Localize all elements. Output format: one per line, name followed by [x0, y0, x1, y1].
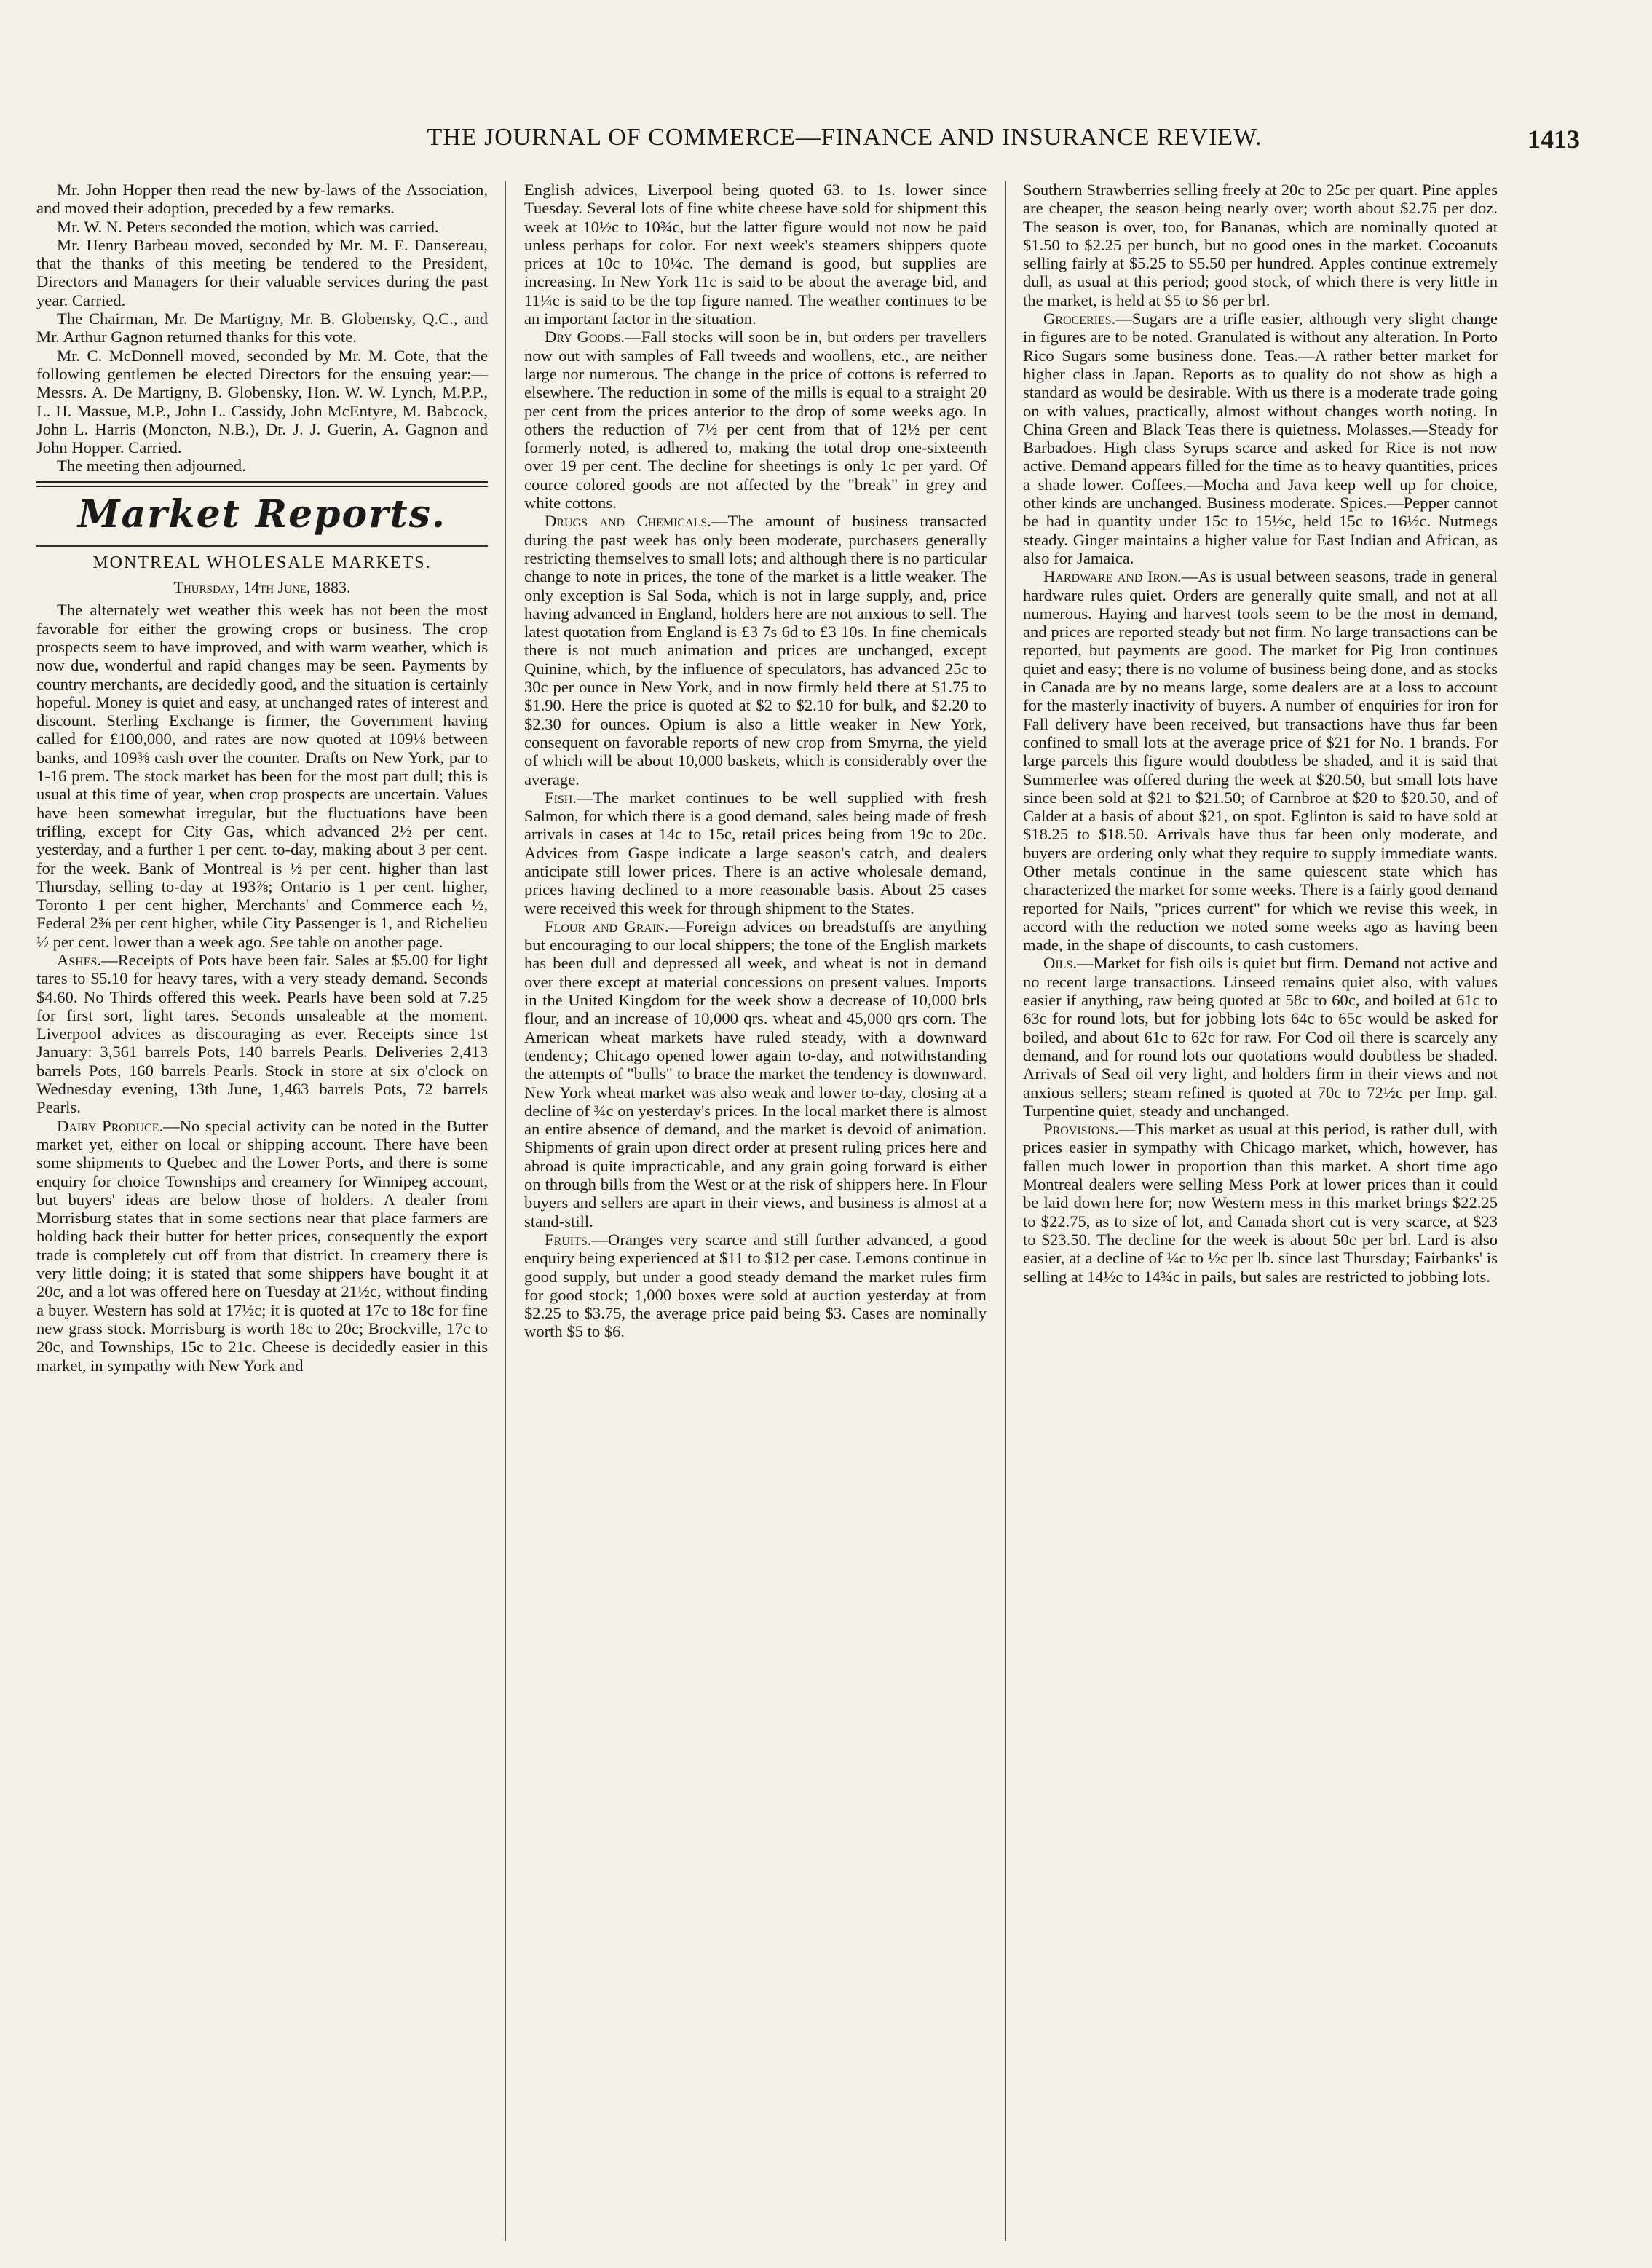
paragraph-head: Provisions. — [1043, 1120, 1119, 1139]
paragraph: Mr. C. McDonnell moved, seconded by Mr. M. Cote, that the following gentlemen be elected Directors for the ensuing year:—Messrs. A. De Martigny, B. Globensky, Hon. W. W. Lynch, M.P.P., L. H. Massue, M.P., John L. Cassidy, John McEntyre, M. Babcock, John L. Harris (Moncton, N.B.), Dr. J. J. Guerin, A. Gagnon and John Hopper. Carried. — [36, 346, 488, 457]
paragraph — [524, 328, 987, 512]
paragraph: Mr. Henry Barbeau moved, seconded by Mr. M. E. Dansereau, that the thanks of this meeting be tendered to the President, Directors and Managers for their valuable services during the past year. Carried. — [36, 235, 488, 309]
paragraph-head: Hardware and Iron. — [1043, 567, 1182, 586]
paragraph: The meeting then adjourned. — [57, 457, 246, 475]
paragraph — [36, 1117, 488, 1375]
paragraph — [36, 951, 488, 1117]
paragraph: Mr. W. N. Peters seconded the motion, which was carried. — [57, 217, 439, 236]
paragraph-body: —The amount of business transacted during the past week has only been moderate, purchasers generally restricting themselves to small lots; and although there is no particular change to note in prices, the tone of the market is a little weaker. The only exception is Sal Soda, which is not in large supply, and, price having advanced in England, holders here are not anxious to sell. The latest quotation from England is £3 7s 6d to £3 10s. In fine chemicals there is not much animation and prices are unchanged, except Quinine, which, by the influence of speculators, has advanced 25c to 30c per ounce in New York, and in now firmly held there at $1.75 to $1.90. Here the price is quoted at $2 to $2.10 for bulk, and $2.20 to $2.30 for ounces. Opium is also a little weaker in New York, consequent on favorable reports of new crop from Smyrna, the yield of which will be about 10,000 baskets, which is considerably over the average. — [524, 512, 987, 789]
section-heading: Market Reports. — [77, 491, 447, 537]
paragraph — [524, 1230, 987, 1341]
column-1 — [36, 181, 488, 2241]
paragraph — [524, 917, 987, 1230]
paragraph-body: —The market continues to be well supplied with fresh Salmon, for which there is a good demand, sales being made of fresh arrivals in cases at 14c to 15c, retail prices being from 19c to 20c. Advices from Gaspe indicate a large season's catch, and dealers anticipate still lower prices. There is an active wholesale demand, prices having declined to a more reasonable basis. About 25 cases were received this week for through shipment to the States. — [524, 788, 987, 917]
column-rule-right — [1005, 181, 1006, 2241]
paragraph — [1023, 309, 1498, 567]
paragraph: English advices, Liverpool being quoted 63. to 1s. lower since Tuesday. Several lots of fine white cheese have sold for shipment this week at 10½c to 10¾c, but the latter figure would not now be paid unless perhaps for color. For next week's steamers shippers quote prices at 10c to 10¼c. The demand is good, but supplies are increasing. In New York 11c is said to be about the average bid, and 11¼c is said to be the top figure named. The weather continues to be an important factor in the situation. — [524, 181, 987, 328]
page-number: 1413 — [1527, 125, 1580, 154]
dateline: Thursday, 14th June, 1883. — [173, 578, 351, 597]
paragraph-head: Dairy Produce. — [57, 1116, 164, 1135]
paragraph-head: Fish. — [545, 788, 577, 807]
paragraph-body: —Sugars are a trifle easier, although very slight change in figures are to be noted. Granulated is without any alteration. In Porto Rico Sugars some business done. Teas.—A rather better market for higher class in Japan. Reports as to quality do not show as high a standard as would be desirable. With us there is a moderate trade going on with values, practically, almost without changes worth noting. In China Green and Black Teas there is quietness. Molasses.—Steady for Barbadoes. High class Syrups scarce and asked for Rice is not now active. Demand appears filled for the time as to heavy quantities, prices a shade lower. Coffees.—Mocha and Java keep well up for choice, other kinds are unchanged. Business moderate. Spices.—Pepper cannot be had in quantity under 15c to 15½c, held 15c to 16½c. Nutmegs steady. Ginger maintains a higher value for East Indian and African, as also for Jamaica. — [1023, 309, 1498, 567]
paragraph-body: —Market for fish oils is quiet but firm. Demand not active and no recent large transactions. Linseed remains quiet also, with values easier if anything, raw being quoted at 58c to 60c, and boiled at 61c to 63c for round lots, but for jobbing lots 64c to 65c would be asked for boiled, and about 61c to 62c for raw. For Cod oil there is scarcely any demand, and for round lots our quotations would doubtless be shaded. Arrivals of Seal oil very light, and holders firm in their views and not anxious sellers; steam refined is quoted at 70c to 72½c per Imp. gal. Turpentine quiet, steady and unchanged. — [1023, 954, 1498, 1120]
paragraph-body: —Receipts of Pots have been fair. Sales at $5.00 for light tares to $5.10 for heavy tares, with a very steady demand. Seconds $4.60. No Thirds offered this week. Pearls have been sold at 7.25 for first sort, light tares. Seconds unsaleable at the moment. Liverpool advices as discouraging as ever. Receipts since 1st January: 3,561 barrels Pots, 140 barrels Pearls. Deliveries 2,413 barrels Pots, 160 barrels Pearls. Stock in store at six o'clock on Wednesday evening, 13th June, 1,463 barrels Pots, 72 barrels Pearls. — [36, 950, 488, 1117]
paragraph: The alternately wet weather this week has not been the most favorable for either the growing crops or business. The crop prospects seem to have improved, and with warm weather, which is now due, wonderful and rapid changes may be seen. Payments by country merchants, are decidedly good, and the situation is certainly hopeful. Money is quiet and easy, at unchanged rates of interest and discount. Sterling Exchange is firmer, the Government having called for £100,000, and rates are now quoted at 109⅛ between banks, and 109⅜ cash over the counter. Drafts on New York, par to 1-16 prem. The stock market has been for the most part dull; this is usual at this time of year, when crop prospects are uncertain. Values have been somewhat irregular, but the fluctuations have been trifling, except for City Gas, which advanced 2½ per cent. yesterday, and a further 1 per cent. to-day, making about 3 per cent. for the week. Bank of Montreal is ½ per cent. higher than last Thursday, selling to-day at 193⅞; Ontario is 1 per cent. higher, Toronto 1 per cent higher, Merchants' and Commerce each ½, Federal 2⅜ per cent higher, while City Passenger is 1, and Richelieu ½ per cent. lower than a week ago. See table on another page. — [36, 601, 488, 951]
paragraph-body: —As is usual between seasons, trade in general hardware rules quiet. Orders are generally quite small, and not at all numerous. Haying and harvest tools seem to be the most in demand, and prices are reported steady but not firm. No large transactions can be reported, but payments are good. The market for Pig Iron continues quiet and easy; there is no volume of business being done, and as stocks in Canada are by no means large, some dealers are at a loss to account for the masterly inactivity of buyers. A number of enquiries for iron for Fall delivery have been received, but transactions have thus far been confined to small lots at the average price of $21 for No. 1 brands. For large parcels this figure would doubtless be shaded, and it is said that Summerlee was offered during the week at $20.50, but small lots have since been sold at $21 to $21.50; of Carnbroe at $20 to $20.50, and of Calder at a basis of about $21, on spot. Eglinton is said to have sold at $18.25 to $18.50. Arrivals have thus far been only moderate, and buyers are ordering only what they require to supply immediate wants. Other metals continue in the same quiescent state which has characterized the market for some weeks. There is a fairly good demand reported for Nails, "prices current" for which we revise this week, in accord with the reduction we noted some weeks ago as having been made, in the shape of discounts, to cash customers. — [1023, 567, 1498, 955]
article-subheading: MONTREAL WHOLESALE MARKETS. — [92, 553, 432, 572]
paragraph: The Chairman, Mr. De Martigny, Mr. B. Globensky, Q.C., and Mr. Arthur Gagnon returned thanks for this vote. — [36, 309, 488, 347]
section-divider — [36, 481, 488, 487]
paragraph — [524, 789, 987, 917]
paragraph — [1023, 567, 1498, 954]
paragraph-head: Groceries. — [1043, 309, 1116, 328]
paragraph: Mr. John Hopper then read the new by-laws of the Association, and moved their adoption, preceded by a few remarks. — [36, 181, 488, 218]
paragraph-body: —This market as usual at this period, is rather dull, with prices easier in sympathy with Chicago market, which, however, has fallen much lower in proportion than this market. A short time ago Montreal dealers were selling Mess Pork at lower prices than it could be laid down here for; now Western mess in this market brings $22.25 to $22.75, as to size of lot, and Canada short cut is very scarce, at $23 to $23.50. The decline for the week is about 50c per brl. Lard is also easier, at a decline of ¼c to ½c per lb. since last Thursday; Fairbanks' is selling at 14½c to 14¾c in pails, but sales are restricted to jobbing lots. — [1023, 1120, 1498, 1286]
paragraph-head: Flour and Grain. — [545, 917, 669, 936]
paragraph-body: —Fall stocks will soon be in, but orders per travellers now out with samples of Fall tweeds and woollens, etc., are neither large nor numerous. The change in the price of cottons is referred to elsewhere. The reduction in some of the mills is equal to a straight 20 per cent from the prices anterior to the drop of some weeks ago. In others the reduction of 7½ per cent from that of 12½ per cent formerly noted, is adhered to, making the total drop one-sixteenth over 19 per cent. The decline for sheetings is only 1c per yard. Of cource colored goods are not affected by the "break" in grey and white cottons. — [524, 328, 987, 513]
paragraph — [1023, 954, 1498, 1120]
column-2 — [524, 181, 987, 2241]
paragraph-body: —Foreign advices on breadstuffs are anything but encouraging to our local shippers; the tone of the English markets has been dull and depressed all week, and wheat is not in demand over there except at material concessions on present values. Imports in the United Kingdom for the week show a decrease of 10,000 brls flour, and an increase of 10,000 qrs. wheat and 45,000 qrs corn. The American wheat markets have ruled steady, with a downward tendency; Chicago opened lower again to-day, and notwithstanding the attempts of "bulls" to brace the market the tendency is downward. New York wheat market was also weak and lower to-day, closing at a decline of ¾c on yesterday's prices. In the local market there is almost an entire absence of demand, and the market is devoid of animation. Shipments of grain upon direct order at present ruling prices here and abroad is quite impracticable, and any grain going forward is either on through bills from the West or at the risk of shippers here. In Flour buyers and sellers are apart in their views, and business is almost at a stand-still. — [524, 917, 987, 1230]
running-head: THE JOURNAL OF COMMERCE—FINANCE AND INSURANCE REVIEW. — [427, 124, 1262, 151]
paragraph: Southern Strawberries selling freely at 20c to 25c per quart. Pine apples are cheaper, the season being nearly over; worth about $2.75 per doz. The season is over, too, for Bananas, which are nominally quoted at $1.50 to $2.25 per bunch, but no good ones in the market. Cocoanuts selling fairly at $5.25 to $5.50 per hundred. Apples continue extremely dull, as usual at this period; good stock, of which there is very little in the market, is held at $5 to $6 per brl. — [1023, 181, 1498, 309]
paragraph-head: Drugs and Chemicals. — [545, 512, 711, 531]
column-rule-left — [505, 181, 506, 2241]
paragraph-body: —Oranges very scarce and still further advanced, a good enquiry being experienced at $11 to $12 per case. Lemons continue in good supply, but under a good steady demand the market rules firm for good stock; 1,000 boxes were sold at auction yesterday at from $2.25 to $3.75, the average price paid being $3. Cases are nominally worth $5 to $6. — [524, 1230, 987, 1341]
column-3 — [1023, 181, 1498, 2241]
section-divider — [36, 545, 488, 547]
paragraph-body: —No special activity can be noted in the Butter market yet, either on local or shipping account. There have been some shipments to Quebec and the Lower Ports, and there is some enquiry for choice Townships and creamery for Winnipeg account, but buyers' ideas are below those of holders. A dealer from Morrisburg states that in some sections near that place farmers are holding back their butter for better prices, consequently the export trade is completely cut off from that district. In creamery there is very little doing; it is stated that some shippers have bought it at 20c, and a lot was offered here on Tuesday at 21½c, without finding a buyer. Western has sold at 17½c; it is quoted at 17c to 18c for fine new grass stock. Morrisburg is worth 18c to 20c; Brockville, 17c to 20c, and Townships, 15c to 21c. Cheese is decidedly easier in this market, in sympathy with New York and — [36, 1116, 488, 1375]
paragraph-head: Dry Goods. — [545, 328, 625, 347]
paragraph — [524, 512, 987, 788]
paragraph — [1023, 1120, 1498, 1286]
paragraph-head: Oils. — [1043, 954, 1077, 973]
paragraph-head: Fruits. — [545, 1230, 592, 1249]
paragraph-head: Ashes. — [57, 950, 102, 969]
